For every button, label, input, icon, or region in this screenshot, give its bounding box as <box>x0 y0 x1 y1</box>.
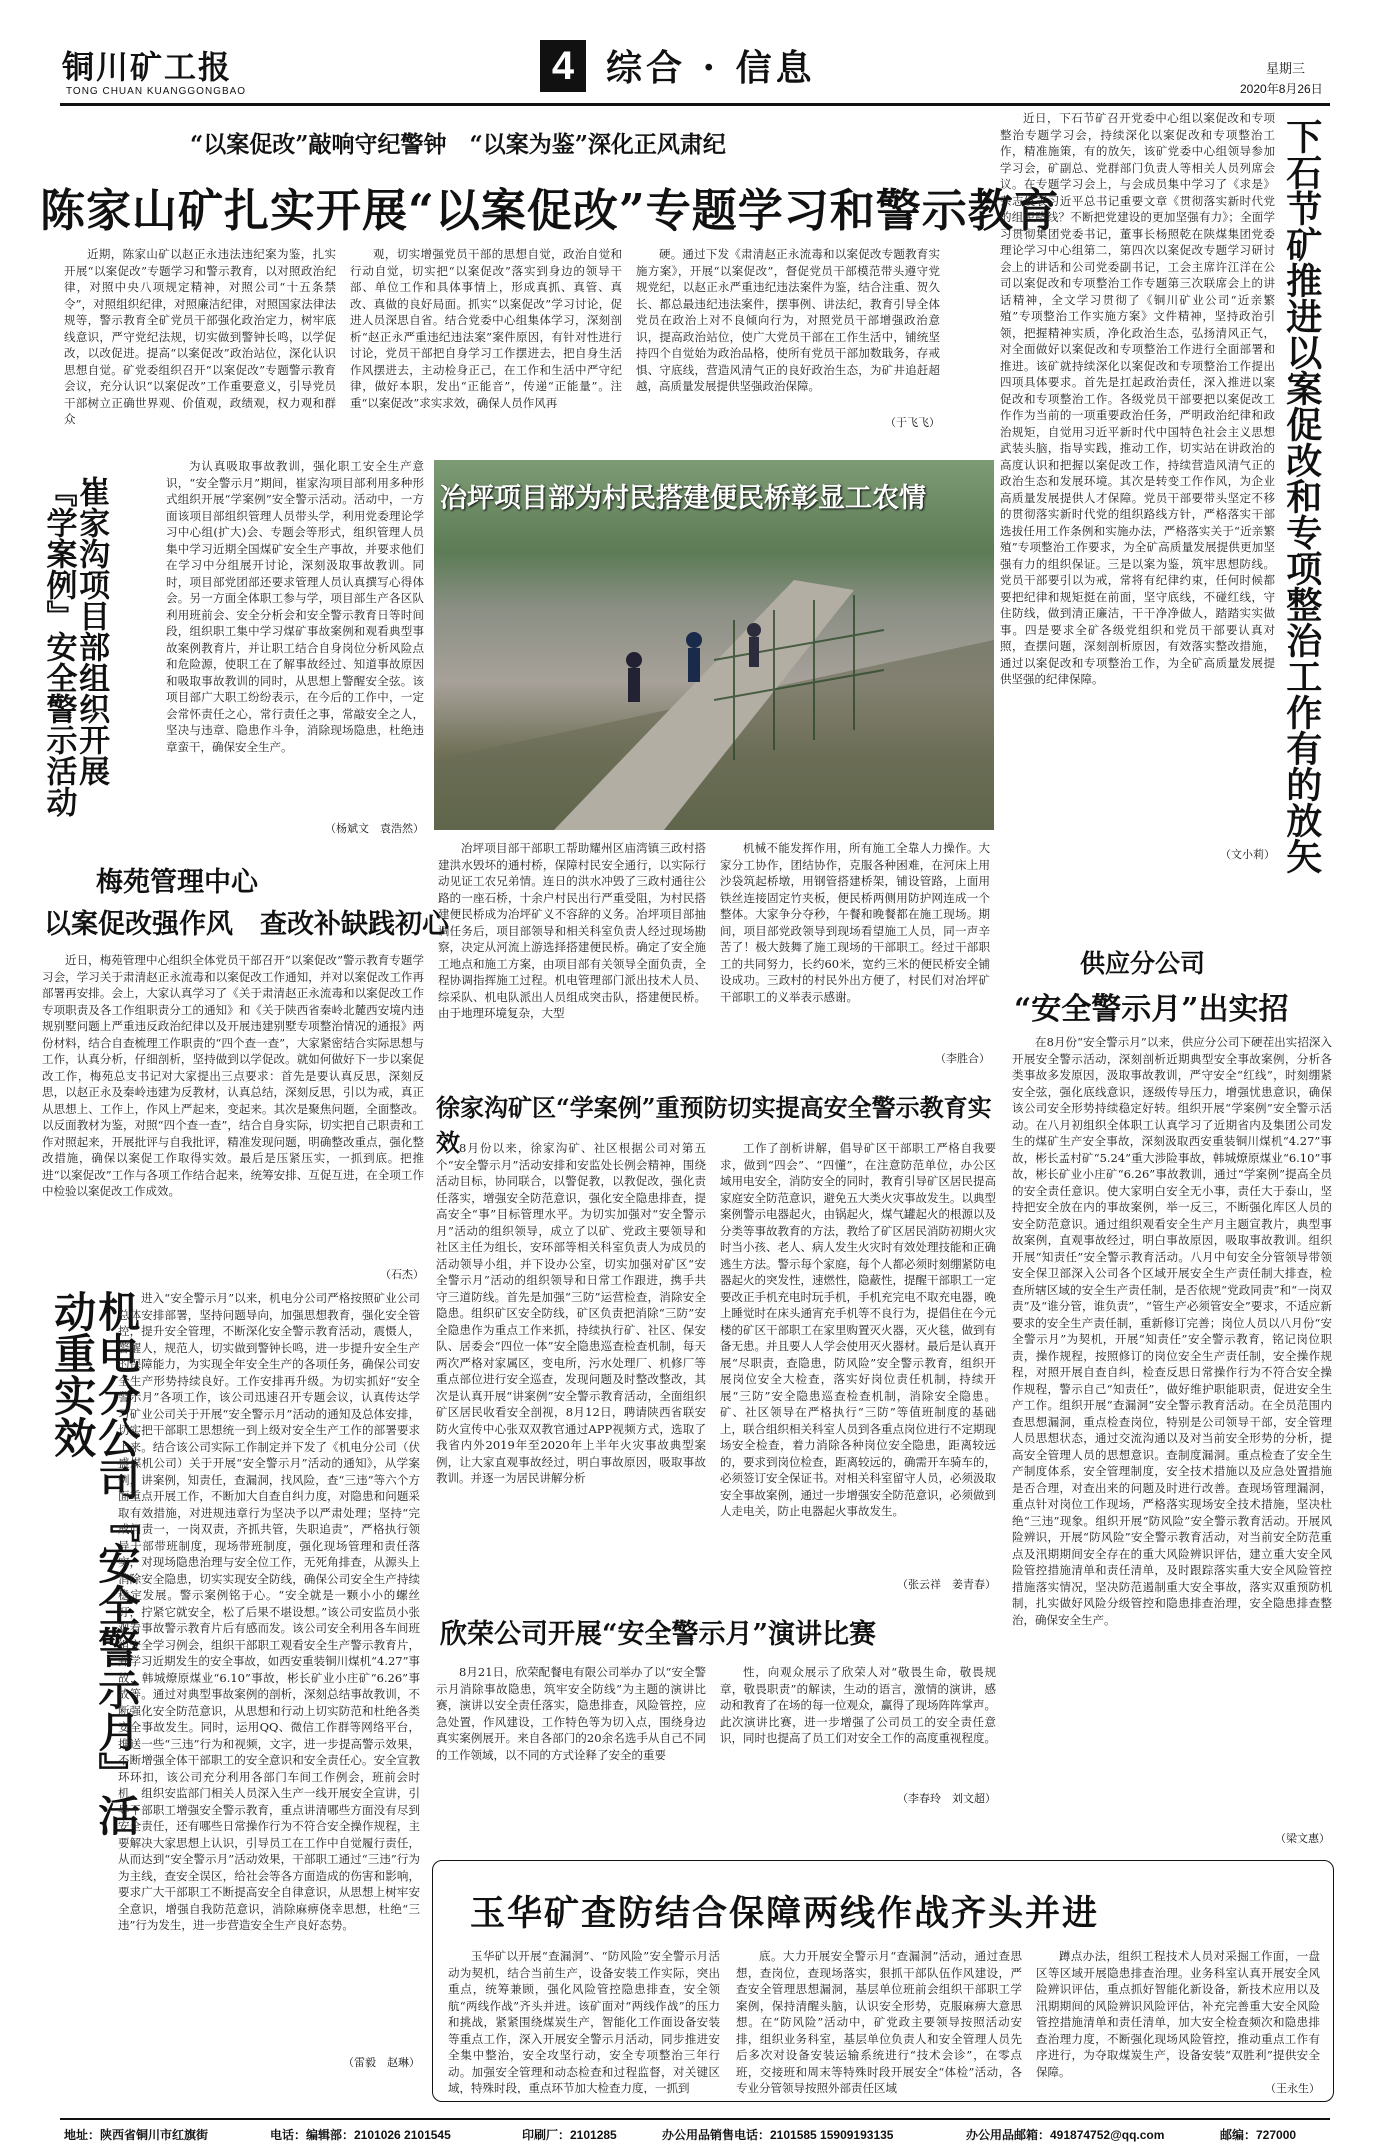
jidian-body: 进入“安全警示月”以来，机电分公司严格按照矿业公司总体安排部署，坚持问题导向，加强思想教育，强化安全管控，提升安全管理，不断深化安全警示教育活动，震慑人，警醒人，规范人，切实做到警钟长鸣，进一步提升安全生产的保障能力，为实现全年安全生产的各项任务，确保公司安全生产形势持续良好。工作安排再升级。为切实抓好“安全警示月”各项工作，该公司迅速召开专题会议，认真传达学习矿业公司关于开展“安全警示月”活动的通知及总体安排，切实把干部职工思想统一到上级对安全生产工作的部署要求上来。结合该公司实际工作制定并下发了《机电分公司（伏盛煤机公司）关于开展“安全警示月”活动的通知》，从学案例，讲案例，知责任，查漏洞，找风险，查“三违”等六个方面重点开展工作，不断加大自查自纠力度，对隐患和问题采取有效措施，对进规违章行为坚决予以严肃处理；坚持“完成问责一，一岗双责，齐抓共管，失职追责”，严格执行领导干部带班制度，现场带班制度，强化现场管理和责任落实，对现场隐患治理与安全位工作，无死角排查，从源头上消除安全隐患，切实实现安全防线，确保公司安全生产持续稳定发展。警示案例铭于心。“安全就是一颗小小的螺丝钉，拧紧它就安全，松了后果不堪设想。”该公司安监员小张观看事故警示教育片后有感而发。该公司安全利用各车间班组安全学习例会，组织干部职工观看安全生产警示教育片，并学习近期发生的安全事故，如西安重装铜川煤机“4.27”事故，韩城燎原煤业“6.10”事故，彬长矿业小庄矿“6.26”事故等。通过对典型事故案例的剖析，深刻总结事故教训，不断强化安全防范意识，从思想和行动上切实防范和杜绝各类安全事故发生。同时，运用QQ、微信工作群等网络平台，推送一些“三违”行为和视频，文字，进一步提高警示效果，不断增强全体干部职工的安全意识和安全责任心。安全宣教环环扣，该公司充分利用各部门车间工作例会，班前会时机，组织安监部门相关人员深入生产一线开展安全宣讲，引导干部职工增强安全警示教育，重点讲清哪些方面没有尽到安全责任，还有哪些日常操作行为不符合安全操作规程，主要解决大家思想上认识，引导员工在工作中自觉履行责任，从而达到“安全警示月”活动效果，干部职工通过“三违”行为为主线，查安全误区，给社会等各方面造成的伤害和影响，要求广大干部职工不断提高安全自律意识，从思想上树牢安全意识，增强自我防范意识，消除麻痹侥幸思想，杜绝“三违”行为发生，进一步营造安全生产良好态势。 <box>118 1291 420 1932</box>
gongying-body: 在8月份“安全警示月”以来，供应分公司下硬茬出实招深入开展安全警示活动，深刻剖析近期典型安全事故案例，分析各类事故多发原因，汲取事故教训，严守安全“红线”，时刻绷紧安全弦，强化底线意识，逐级传导压力，增强忧患意识，确保该公司安全形势持续稳定好转。组织开展“学案例”安全警示活动。在八月初组织全体职工认真学习了近期省内及集团公司发生的煤矿生产安全事故，深刻汲取西安重装铜川煤机“4.27”事故，彬长孟村矿“5.24”重大涉险事故，韩城燎原煤业“6.10”事故，彬长矿业小庄矿“6.26”事故教训，通过“学案例”提高全员的安全责任意识。使大家明白安全无小事，责任大于泰山，坚持把安全放在内的事故案例，举一反三，不断强化库区人员的安全防范意识。通过组织观看安全生产月主题宣教片，典型事故案例，直观事故经过，明白事故原因，吸取事故教训。组织开展“知责任”安全警示教育活动。八月中旬安全分管领导带领安全保卫部深入公司各个区域开展安全生产责任制大排查，检查所辖区域的安全生产责任制，是否依规“党政同责”和“一岗双责”及“谁分管，谁负责”，“管生产必须管安全”要求，不适应新要求的安全生产责任制，重新修订完善；岗位人员以八月份“安全警示月”为契机，开展“知责任”安全警示教育，铭记岗位职责，操作规程，按照修订的岗位安全生产责任制，安全操作规程，对照开展自查自纠，检查反思日常操作行为不符合安全操作规程，警示自己“知责任”，做好维护职能职责，促进安全生产工作。组织开展“查漏洞”安全警示教育活动。在全员范围内查思想漏洞，重点检查岗位，特别是公司领导干部，安全管理人员思想状态，通过交流沟通以及对当前安全形势的分析，提高安全管理人员的思想意识。查制度漏洞。重点检查了安全生产制度体系，安全管理制度，安全技术措施以及应急处置措施是否合理，对查出来的问题及时进行改善。查现场管理漏洞，重点针对岗位工作现场，严格落实现场安全技术措施，坚决杜绝“三违”现象。组织开展“防风险”安全警示教育活动。开展风险辨识，开展“防风险”安全警示教育活动，对当前安全防范重点及汛期期间安全存在的重大风险辨识评估，建立重大安全风险管控措施清单和责任清单，及时跟踪落实重大安全风险管控措施落实情况，坚决防范遏制重大安全事故，落实双重预防机制，扎实做好风险分级管控和隐患排查治理，安全隐患排查整治，确保安全生产。 <box>1012 1035 1332 1627</box>
cuijiagou-headline: 崔家沟项目部组织开展『学案例』安全警示活动 <box>40 476 110 817</box>
xujiagou-headline: 徐家沟矿区“学案例”重预防切实提高安全警示教育实效 <box>436 1093 992 1157</box>
xiashijie-byline: （文小莉） <box>1220 848 1275 861</box>
weekday: 星期三 <box>1266 62 1306 77</box>
meiyuan-headline-1: 梅苑管理中心 <box>96 867 258 898</box>
gongying-byline: （梁文惠） <box>1275 1832 1330 1845</box>
lead-deck: “以案促改”敲响守纪警钟 “以案为鉴”深化正风肃纪 <box>190 131 726 158</box>
yuhua-column-1: 玉华矿以开展“查漏洞”、“防风险”安全警示月活动为契机，结合当前生产，设备安装工作实际，突出重点，统筹兼顾，强化风险管控隐患排查，安全领航“两线作战”齐头并进。该矿面对“两线作战”的压力和挑战，紧紧围绕煤炭生产，智能化工作面设备安装等重点工作，深入开展安全警示月活动，同步推进安全集中整治，安全攻坚行动，安全专项整治三年行动。加强安全管理和动态检查和过程监督，对关键区域，特殊时段，重点环节加大检查力度，一抓到 <box>448 1949 720 2094</box>
gongying-headline-2: “安全警示月”出实招 <box>1014 992 1289 1027</box>
xinrong-headline: 欣荣公司开展“安全警示月”演讲比赛 <box>440 1619 877 1650</box>
section-title: 综合 · 信息 <box>606 47 816 89</box>
xujiagou-column-2: 工作了剖析讲解，倡导矿区干部职工严格自我要求，做到“四会”、“四懂”，在注意防范单位，办公区域用电安全，消防安全的同时，教育引导矿区居民提高家庭安全防范意识，避免五大类火灾事故发生。以典型案例警示电器起火，由锅起火，煤气罐起火的根源以及分类等事故教育的方法，教给了矿区居民消防初期火灾时当小孩、老人、病人发生火灾时有效处理技能和正确逃生方法。警示每个家庭，每个人都必须时刻绷紧防电器起火的突发性，速燃性，隐蔽性，提醒干部职工一定要改正手机充电时玩手机，手机充完电不取充电器，晚上睡觉时在床头通宵充手机等不良行为，提倡住在今元楼的矿区干部职工在家里购置灭火器，灭火毯，做到有备无患。并且要人人学会使用灭火器材。最后是认真开展“尽职责，查隐患，防风险”安全警示教育，组织开展岗位安全大检查，落实好岗位责任机制，持续开展“三防”安全隐患巡查检查机制，消除安全隐患。矿、社区领导在严格执行“三防”等值班制度的基础上，联合组织相关科室人员到各重点岗位进行不定期现场安全检查，着力消除各种岗位安全隐患，距离较远的，要求到岗位检查，距离较远的，确需开车骑车的，必须签订安全保证书。对相关科室留守人员，必须汲取安全事故案例，通过一步增强安全防范意识，必须做到人走电关，防止电器起火事故发生。 <box>720 1141 996 1518</box>
masthead <box>0 0 1379 104</box>
jidian-headline: 机电分公司『安全警示月』活动重实效 <box>48 1290 142 1836</box>
bridge-scene-illustration <box>434 460 994 830</box>
lead-column-3: 硬。通过下发《肃清赵正永流毒和以案促改专题教育实施方案》，开展“以案促改”，督促党员干部模范带头遵守党规党纪，以赵正永严重违纪违法案件为鉴，结合注重、贺久长、都总最违纪违法案件，摆事例、讲法纪，教育引导全体党员在政治上对不良倾向行为，对照党员干部增强政治意识，提高政治站位，使广大党员干部在工作生活中，铺统坚持四个自觉始为政治品格，使所有党员干部加数戢务，存戒惧、守底线，营造风清气正的良好政治生态，为矿井追赶超越，高质量发展提供坚强政治保障。 <box>636 247 940 393</box>
xinrong-byline: （李春玲 刘文超） <box>897 1792 996 1805</box>
xujiagou-byline: （张云祥 姜青春） <box>897 1578 996 1591</box>
footer-address: 地址：陕西省铜川市红旗街 <box>64 2128 209 2142</box>
jidian-byline: （雷毅 赵琳） <box>343 2056 420 2069</box>
footer-phone: 电话：编辑部：2101026 2101545 <box>270 2128 451 2142</box>
cuijiagou-body: 为认真吸取事故教训，强化职工安全生产意识，“安全警示月”期间，崔家沟项目部利用多种形式组织开展“学案例”安全警示活动。活动中，一方面该项目部组织管理人员带头学，利用党委理论学习中心组(扩大)会、专题会等形式，组织管理人员集中学习近期全国煤矿安全生产事故，并要求他们在学习中分组展开讨论，深刻汲取事故教训。同时，项目部党团部还要求管理人员认真撰写心得体会。另一方面全体职工参与学，项目部生产各区队利用班前会、安全分析会和安全警示教育日等时间段，组织职工集中学习煤矿事故案例和观看典型事故案例教育片，并让职工结合自身岗位分析风险点和危险源，使职工在了解事故经过、知道事故原因和吸取事故教训的同时，从思想上警醒安全弦。该项目部广大职工纷纷表示，在今后的工作中，一定会常怀责任之心，常行责任之事，常敲安全之人，坚决与违章、隐患作斗争，消除现场隐患，杜绝违章蛮干，确保安全生产。 <box>166 459 424 754</box>
footer-postcode: 邮编：727000 <box>1220 2128 1297 2142</box>
masthead-rule <box>60 103 1330 106</box>
yuhua-column-3: 蹲点办法，组织工程技术人员对采掘工作面，一盘区等区域开展隐患排查治理。业务科室认真开展安全风险辨识评估，重点抓好智能化新设备，新技术应用以及汛期期间的风险辨识风险评估，补充完善重大安全风险管控措施清单和责任清单，加大安全检查频次和隐患排查治理力度，不断强化现场风险管控，推动重点工作有序进行，为夺取煤炭生产，设备安装“双胜利”提供安全保障。 <box>1036 1949 1320 2078</box>
footer-mail: 办公用品邮箱：491874752@qq.com <box>966 2128 1165 2142</box>
footer-print: 印刷厂：2101285 <box>522 2128 617 2142</box>
lead-byline: （于飞飞） <box>885 416 940 429</box>
xujiagou-column-1: 8月份以来，徐家沟矿、社区根据公司对第五个“安全警示月”活动安排和安监处长例会精神，围绕活动目标，协同联合，以警促教，以教促改，强化责任落实，增强安全防范意识，强化安全隐患排查，提高安全“事”目标管理水平。为切实加强对“安全警示月”活动的组织领导，成立了以矿、党政主要领导和社区主任为组长，安环部等相关科室负责人为成员的活动领导小组，并下设办公室，切实加强对矿区“安全警示月”活动的组织领导和日常工作跟进，携手共守三道防线。首先是加强“三防”运营检查，消除安全隐患。组织矿区安全防线，矿区负责把消除“三防”安全隐患作为重点工作来抓，持续执行矿、社区、保安队、居委会“四位一体”安全隐患巡查检查机制，每天两次严格对家属区，变电所，污水处理厂、机修厂等重点部位进行安全巡查，发现问题及时整改整改，其次是认真开展“讲案例”安全警示教育活动，全面组织矿区居民收看安全剖视，8月12日，聘请陕西省联安防火宣传中心张双双教官通过APP视频方式，选取了我省内外2019年至2020年上半年火灾事故典型案例，让大家直观事故经过，明白事故原因，吸取事故教训。并逐一为居民讲解分析 <box>436 1141 706 1485</box>
newspaper-logo: 铜川矿工报 <box>62 48 233 86</box>
yuhua-headline: 玉华矿查防结合保障两线作战齐头并进 <box>470 1893 1100 1934</box>
bridge-photo <box>434 460 994 830</box>
xiashijie-headline: 下石节矿推进以案促改和专项整治工作有的放矢 <box>1280 118 1323 874</box>
footer <box>60 2118 1330 2144</box>
xiashijie-body: 近日，下石节矿召开党委中心组以案促改和专项整治专题学习会，持续深化以案促改和专项整治工作，精准施策，有的放矢，该矿党委中心组领导参加学习会，矿副总、党群部门负责人等相关人员列席会议。在专题学习会上，与会成员集中学习了《求是》杂志发表习近平总书记重要文章《贯彻落实新时代党的组织路线？不断把党建设的更加坚强有力》；全面学习贯彻集团党委书记，董事长杨照乾在陕煤集团党委理论学习中心组第二，第四次以案促改专题学习研讨会上的讲话和公司党委副书记，工会主席许江洋在公司以案促改和专项整治工作专题第三次联席会上的讲话精神，全文学习贯彻了《铜川矿业公司“近亲繁殖”专项整治工作实施方案》文件精神，坚持政治引领，把握精神实质，净化政治生态，弘扬清风正气，对全面做好以案促改和专项整治工作进行全面部署和推进。该矿就持续深化以案促改和专项整治工作提出四项具体要求。首先是扛起政治责任，深入推进以案促改和专项整治工作。各级党员干部要把以案促改工作作为当前的一项重要政治任务，严明政治纪律和政治规矩，自觉用习近平新时代中国特色社会主义思想武装头脑，指导实践，推动工作，切实站在讲政治的高度认识和把握以案促改工作，持续营造风清气正的政治生态和发展环境。其次是转变工作作风，为企业高质量发展提供人才保障。党员干部要带头坚定不移的贯彻落实新时代党的组织路线方针，严格落实干部选拔任用工作条例和实施办法，严格落实关于“近亲繁殖”专项整治工作要求，为全矿高质量发展提供更加坚强有力的组织保证。三是以案为鉴，筑牢思想防线。党员干部要引以为戒，常将有纪律约束，任何时候都要把纪律和规矩挺在前面，坚守底线，不碰红线，守住防线，做到清正廉洁，干干净净做人，踏踏实实做事。四是要求全矿各级党组织和党员干部要认真对照，查摆问题，深刻剖析原因，有效落实整改措施，通过以案促改和专项整治工作，为全矿高质量发展提供坚强的纪律保障。 <box>1000 111 1275 686</box>
bridge-column-2: 机械不能发挥作用，所有施工全靠人力操作。大家分工协作，团结协作，克服各种困难，在河床上用沙袋筑起桥墩，用钢管搭建桥架，铺设管路，上面用铁丝连接固定竹夹板，便民桥两侧用防护网连成一个整体。大家争分夺秒，午餐和晚餐都在施工现场。期间，项目部党政领导到现场看望施工人员，同一声辛苦了！极大鼓舞了施工现场的干部职工。经过干部职工的共同努力，长约60米，宽约三米的便民桥安全铺设成功。三政村的村民外出方便了，村民们对冶坪矿干部职工的义举表示感谢。 <box>720 841 990 1004</box>
issue-date: 2020年8月26日 <box>1240 82 1323 96</box>
meiyuan-body: 近日，梅苑管理中心组织全体党员干部召开“以案促改”警示教育专题学习会，学习关于肃清赵正永流毒和以案促改工作通知，并对以案促改工作再部署再安排。会上，大家认真学习了《关于肃清赵正永流毒和以案促改工作专项职责及各工作组职责分工的通知》和《关于陕西省秦岭北麓西安境内违规别墅问题上严重违反政治纪律以及开展违建别墅专项整治情况的通报》两份材料，结合自查梳理工作职责的“四个查一查”，大家紧密结合实际思想与工作，认真分析，仔细剖析，坚持做到以学促改。就如何做好下一步以案促改工作，梅苑总支书记对大家提出三点要求：首先是要认真反思，深刻反思，以赵正永及秦岭违建为反教材，认真总结，深刻反思，引以为戒，真正从思想上、工作上，作风上严起来，变起来。其次是聚焦问题，全面整改。以反面教材为鉴，对照“四个查一查”，结合自身实际，切实把自己职责和工作对照起来，开展批评与自我批评，精准发现问题，明确整改重点，强化整改措施，确保以案促工作取得实效。最后是压紧压实，一抓到底。把推进“以案促改”工作与各项工作结合起来，统筹安排、互促互进，在全项工作中检验以案促改工作成效。 <box>42 953 424 1198</box>
meiyuan-byline: （石杰） <box>380 1268 424 1281</box>
lead-headline: 陈家山矿扎实开展“以案促改”专题学习和警示教育 <box>40 184 1060 237</box>
newspaper-logo-english: TONG CHUAN KUANGGONGBAO <box>66 86 247 97</box>
gongying-headline-1: 供应分公司 <box>1080 949 1206 978</box>
bridge-column-1: 冶坪项目部干部职工帮助耀州区庙湾镇三政村搭建洪水毁坏的通村桥，保障村民安全通行，以实际行动见证工农兄弟情。连日的洪水冲毁了三政村通往公路的一座石桥，十余户村民出行严重受阻，为村民搭建便民桥成为冶坪矿义不容辞的义务。冶坪项目部抽调任务后，项目部领导和相关科室负责人经过现场勘察，决定从河流上游选择搭建便民桥。确定了安全施工地点和施工方案，由项目部有关领导全面负责，全程协调指挥施工过程。机电管理部门派出技术人员、综采队、机电队派出人员组成突击队，搭建便民桥。由于地理环境复杂，大型 <box>438 841 706 1020</box>
meiyuan-headline-2: 以案促改强作风 查改补缺践初心 <box>44 909 449 940</box>
photo-caption: 冶坪项目部为村民搭建便民桥彰显工农情 <box>440 483 926 514</box>
lead-column-2: 观，切实增强党员干部的思想自觉，政治自觉和行动自觉，切实把“以案促改”落实到身边的领导干部、单位工作和具体事情上，形成真抓、真管、真改、真做的良好局面。抓实“以案促改”学习讨论，促进人员深思自省。结合党委中心组集体学习，深刻剖析“赵正永严重违纪违法案”案件原因，有针对性进行讨论，党员干部把自身学习工作摆进去，把自身生活作风摆进去，主动检身正己，在工作和生活中严守纪律，做好本职，发出“正能音”，传递“正能量”。注重“以案促改”求实求效，确保人员作风再 <box>350 247 622 410</box>
bridge-byline: （李胜合） <box>935 1052 990 1065</box>
page-number: 4 <box>540 40 586 92</box>
cuijiagou-byline: （杨斌文 袁浩然） <box>325 822 424 835</box>
footer-sales: 办公用品销售电话：2101585 15909193135 <box>662 2128 894 2142</box>
lead-column-1: 近期，陈家山矿以赵正永违法违纪案为鉴，扎实开展“以案促改”专题学习和警示教育，以对照政治纪律，对照中央八项规定精神，对照公司“十五条禁令”，对照组织纪律，对照廉洁纪律，对照国家法律法规等，警示教育全矿党员干部强化政治定力，树牢底线意识，严守党纪法规，切实做到警钟长鸣，以学促改，以改促进。提高“以案促改”政治站位，深化认识思想自觉。矿党委组织召开“以案促改”专题警示教育会议，充分认识“以案促改”工作重要意义，引导党员干部树立正确世界观、价值观，政绩观，权力观和群众 <box>64 247 336 426</box>
xinrong-column-2: 性，向观众展示了欣荣人对“敬畏生命，敬畏规章，敬畏职责”的解读，生动的语言，激情的演讲，感动和教育了在场的每一位观众，赢得了现场阵阵掌声。此次演讲比赛，进一步增强了公司员工的安全责任意识，同时也提高了员工们对安全工作的高度重视程度。 <box>720 1665 996 1745</box>
xinrong-column-1: 8月21日，欣荣配餐电有限公司举办了以“安全警示月消除事故隐患，筑牢安全防线”为主题的演讲比赛，演讲以安全责任落实，隐患排查，风险管控，应急处置，作风建设，工作特色等为切入点，围绕身边真实案例展开。来自各部门的20余名选手从自己不同的工作领域，以不同的方式诠释了安全的重要 <box>436 1665 706 1762</box>
yuhua-byline: （王永生） <box>1265 2082 1320 2095</box>
yuhua-column-2: 底。大力开展安全警示月“查漏洞”活动，通过查思想，查岗位，查现场落实，狠抓干部队伍作风建设，严查安全管理思想漏洞，基层单位班前会组织干部职工学案例，保持清醒头脑，认识安全形势，克服麻痹大意思想。在“防风险”活动中，矿党政主要领导按照活动安排，组织业务科室，基层单位负责人和安全管理人员先后多次对设备安装运输系统进行“技术会诊”，在零点班，交接班和周末等特殊时段开展安全“体检”活动，各专业分管领导按照外部责任区域 <box>736 1949 1022 2094</box>
